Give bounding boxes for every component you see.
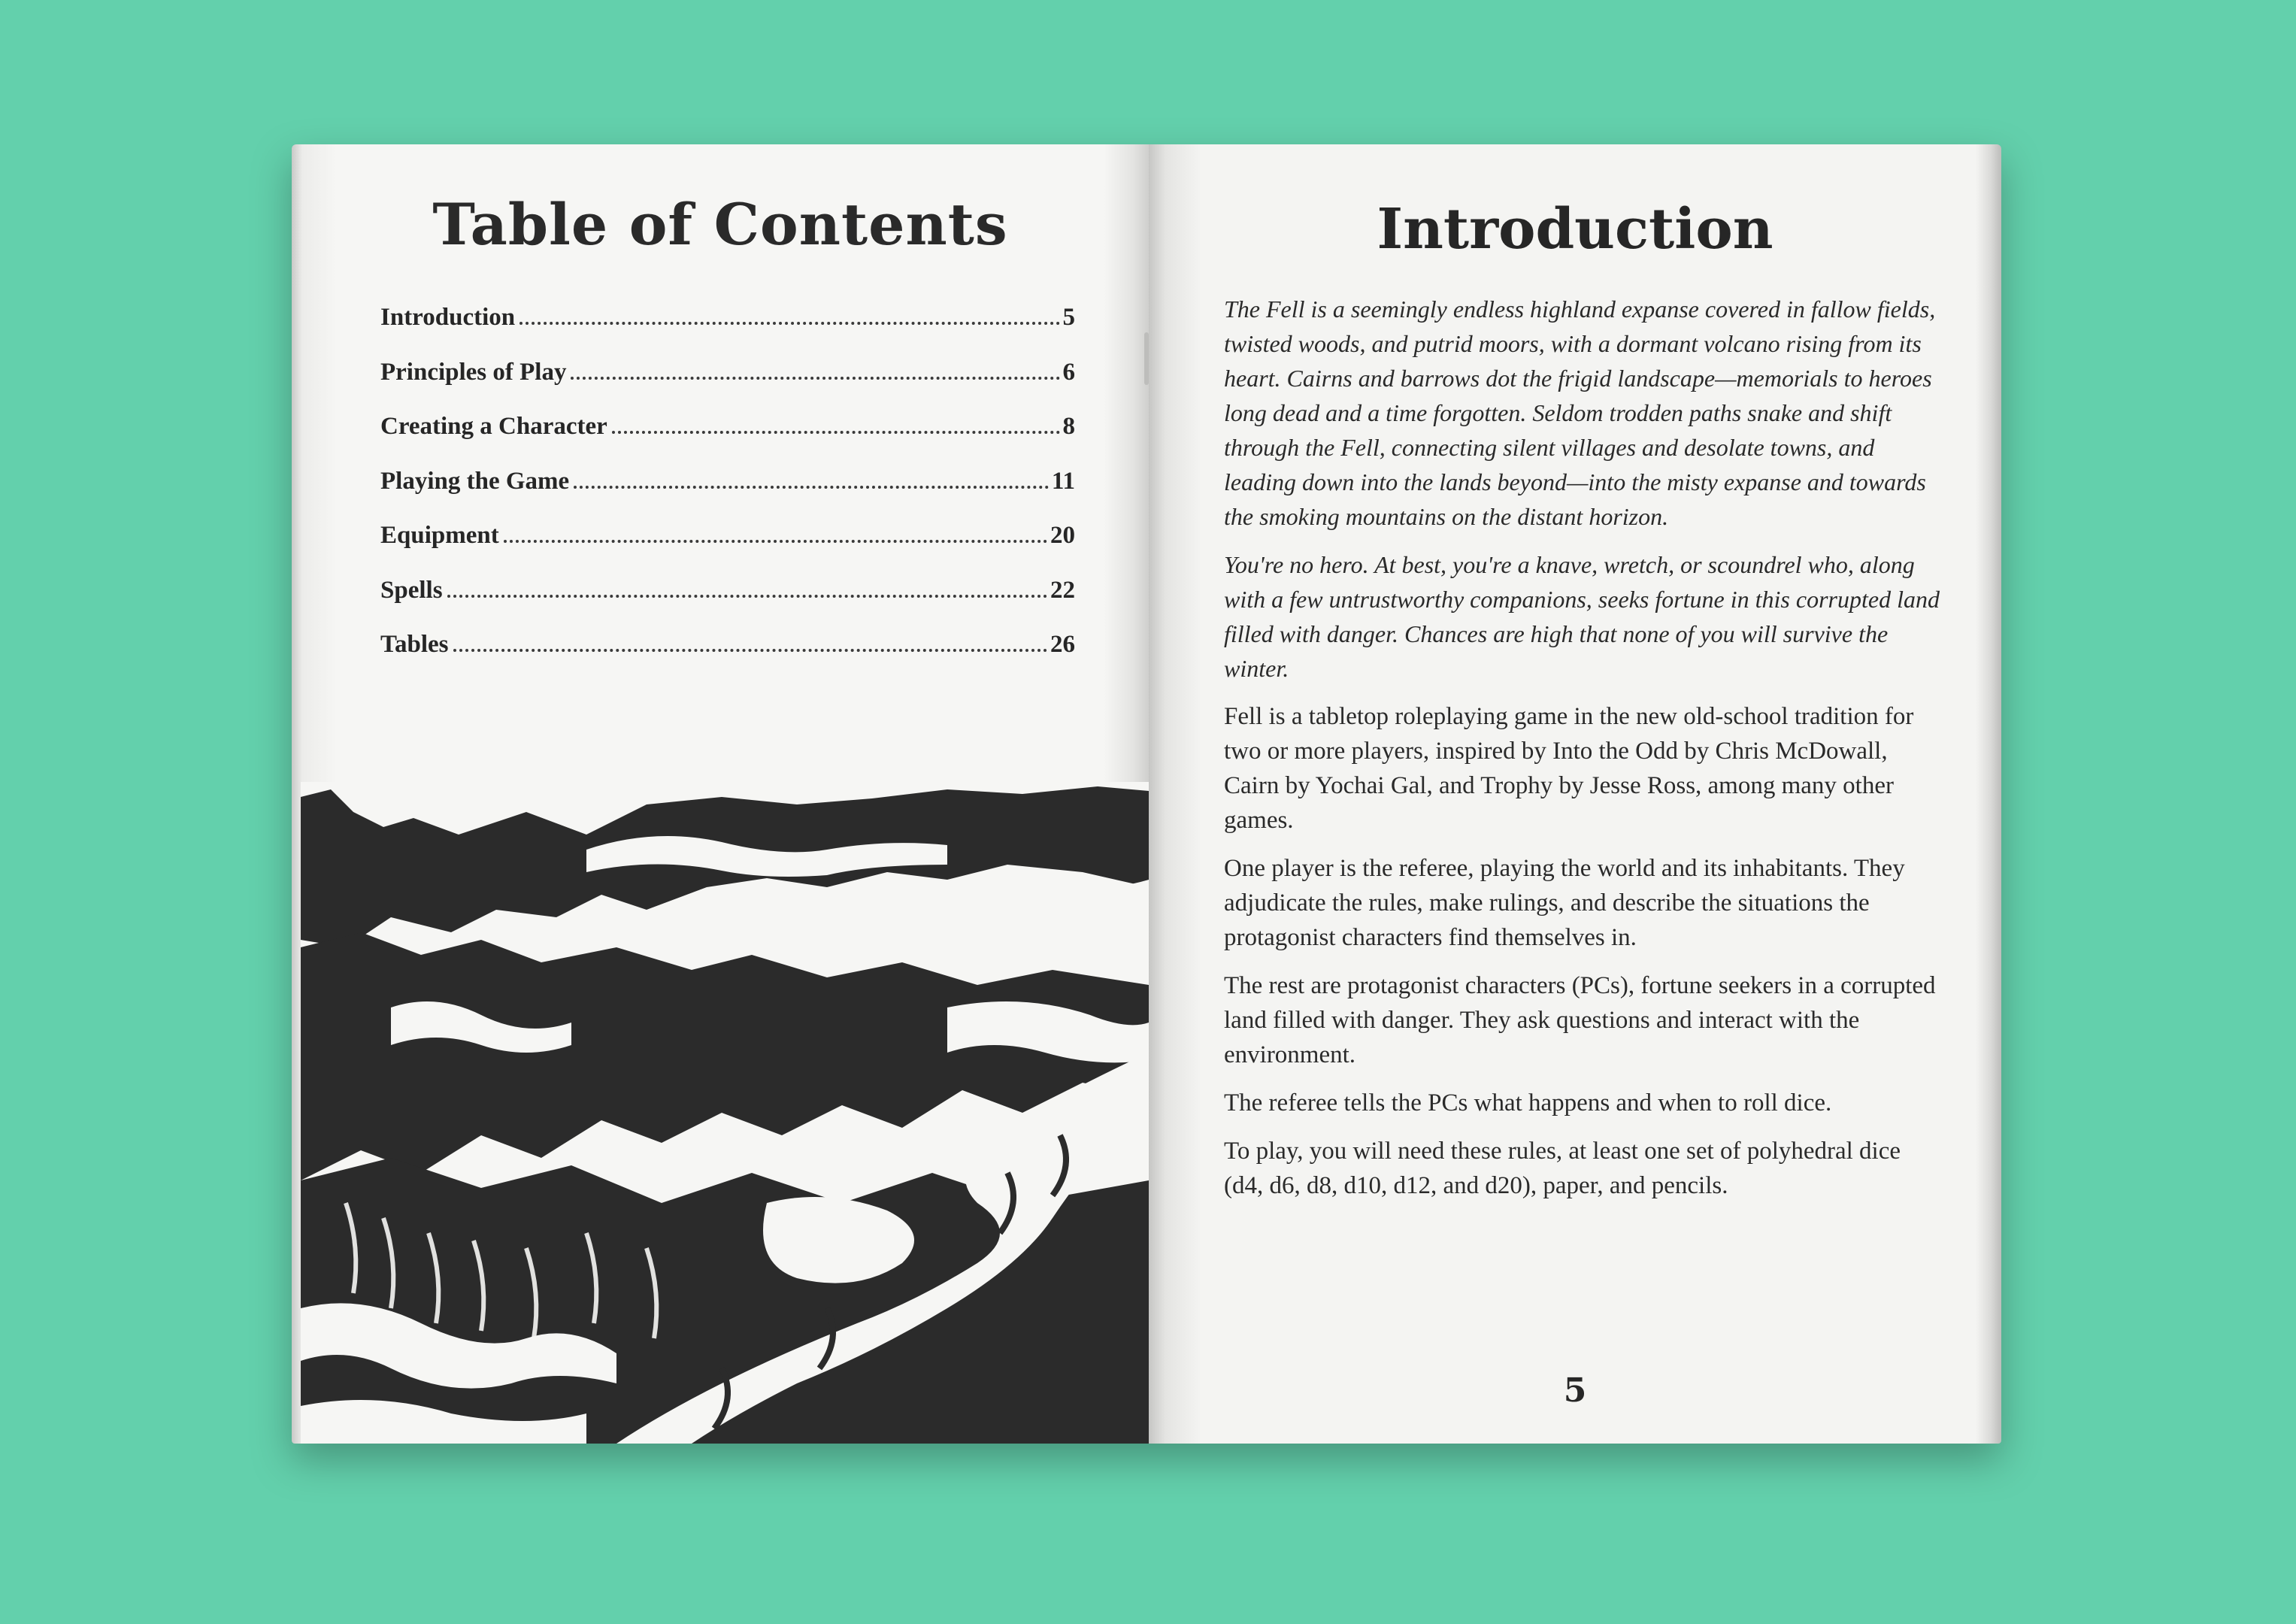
toc-leader-dots <box>447 595 1047 598</box>
toc-entry-label: Principles of Play <box>380 358 567 386</box>
toc-entry-page: 11 <box>1051 467 1075 495</box>
toc-leader-dots <box>453 649 1048 652</box>
toc-entry-label: Equipment <box>380 522 499 549</box>
right-page <box>1149 144 2001 1444</box>
toc-entry-page: 8 <box>1062 413 1075 440</box>
toc-leader-dots <box>504 540 1047 543</box>
toc-entry-page: 6 <box>1062 358 1075 386</box>
intro-title: Introduction <box>1377 197 1773 262</box>
toc-entry[interactable] <box>380 577 1075 632</box>
toc-entry-page: 20 <box>1050 522 1075 549</box>
toc-entry-label: Playing the Game <box>380 467 570 495</box>
intro-paragraph: Fell is a tabletop roleplaying game in the new old-school tradition for two or more players, inspired by Into the Odd by Chris McDowall, Cairn by Yochai Gal, and Trophy by Jesse Ross, among many other games. <box>1224 703 1914 834</box>
toc-leader-dots <box>574 486 1049 489</box>
toc-entry-label: Spells <box>380 576 443 604</box>
toc-title: Table of Contents <box>432 191 1008 258</box>
page-number: 5 <box>1563 1371 1587 1410</box>
toc-entry[interactable] <box>380 631 1075 686</box>
intro-paragraph: One player is the referee, playing the world and its inhabitants. They adjudicate the rules, make rulings, and describe the situations the protagonist characters find themselves in. <box>1224 855 1905 951</box>
toc-entry-page: 26 <box>1050 631 1075 658</box>
toc-entry[interactable] <box>380 304 1075 359</box>
toc-entry-label: Tables <box>380 631 449 658</box>
toc-entry-page: 22 <box>1050 576 1075 604</box>
toc-list <box>380 304 1075 686</box>
toc-leader-dots <box>519 322 1059 325</box>
left-page <box>292 144 1149 1444</box>
intro-paragraph: The Fell is a seemingly endless highland expanse covered in fallow fields, twisted woods, and putrid moors, with a dormant volcano rising from its heart. Cairns and barrows dot the frigid landscape—memorials to heroes long dead and a time forgotten. Seldom trodden paths snake and shift through the Fell, connecting silent villages and desolate towns, and leading down into the lands beyond—into the misty expanse and towards the smoking mountains on the distant horizon. <box>1224 295 1936 530</box>
intro-paragraph: You're no hero. At best, you're a knave, wretch, or scoundrel who, along with a few untrustworthy companions, seeks fortune in this corrupted land filled with danger. Chances are high that none of you will survive the winter. <box>1224 551 1940 682</box>
toc-entry[interactable] <box>380 359 1075 414</box>
intro-paragraph: The rest are protagonist characters (PCs), fortune seekers in a corrupted land filled with danger. They ask questions and interact with the environment. <box>1224 972 1936 1068</box>
toc-entry-label: Creating a Character <box>380 413 607 440</box>
toc-entry[interactable] <box>380 522 1075 577</box>
open-booklet <box>292 144 2001 1444</box>
intro-paragraph: To play, you will need these rules, at least one set of polyhedral dice (d4, d6, d8, d10, d12, and d20), paper, and pencils. <box>1224 1138 1901 1199</box>
toc-entry[interactable] <box>380 413 1075 468</box>
intro-paragraph: The referee tells the PCs what happens and when to roll dice. <box>1224 1089 1832 1116</box>
landscape-illustration <box>301 782 1149 1444</box>
intro-body <box>1224 292 1946 1216</box>
toc-entry-label: Introduction <box>380 304 516 331</box>
toc-leader-dots <box>571 377 1059 380</box>
toc-leader-dots <box>612 431 1060 434</box>
toc-entry-page: 5 <box>1062 304 1075 331</box>
toc-entry[interactable] <box>380 468 1075 523</box>
